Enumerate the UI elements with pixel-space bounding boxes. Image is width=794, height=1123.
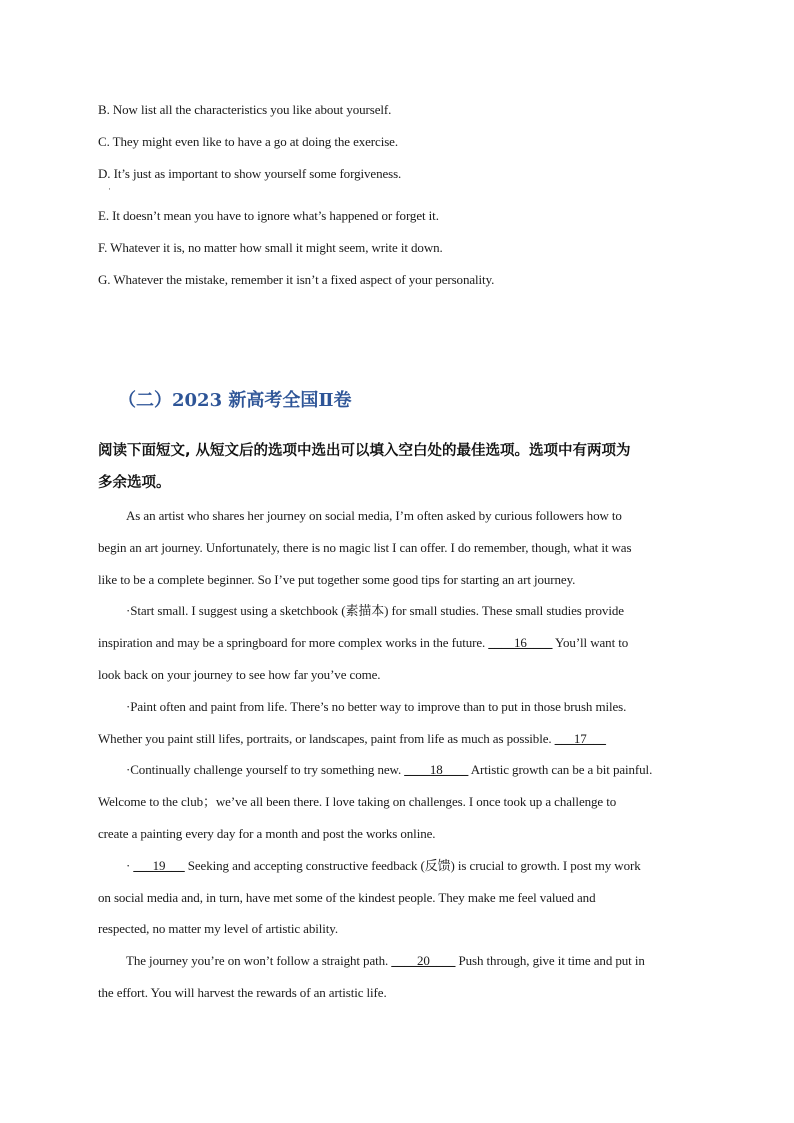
- option-g: G. Whatever the mistake, remember it isn’t a fixed aspect of your personality.: [98, 272, 495, 287]
- p6-line-1-pre: The journey you’re on won’t follow a straight path.: [126, 953, 392, 968]
- blank-19: ___19___: [133, 858, 185, 873]
- p3-line-2: [98, 731, 606, 747]
- section-heading: （二）2023 新高考全国Ⅱ卷: [118, 390, 352, 411]
- option-d: D. It’s just as important to show yourself some forgiveness.: [98, 166, 402, 181]
- p6-line-1: [126, 953, 645, 969]
- p5-line-1-post: Seeking and accepting constructive feedback (反馈) is crucial to growth. I post my work: [184, 858, 641, 873]
- blank-16: ____16____: [488, 635, 553, 650]
- instruction-line-2: 多余选项。: [98, 475, 171, 491]
- blank-17: ___17___: [554, 731, 606, 746]
- option-d-mark: ·: [108, 184, 111, 194]
- p2-line-2-pre: inspiration and may be a springboard for more complex works in the future.: [98, 635, 489, 650]
- p1-line-1: As an artist who shares her journey on social media, I’m often asked by curious followers how to: [126, 508, 622, 523]
- p4-line-2: Welcome to the club；we’ve all been there. I love taking on challenges. I once took up a challenge to: [98, 794, 617, 809]
- option-f: F. Whatever it is, no matter how small it might seem, write it down.: [98, 240, 443, 255]
- p2-line-2-post: You’ll want to: [552, 635, 629, 650]
- blank-18: ____18____: [404, 762, 469, 777]
- p6-line-2: the effort. You will harvest the rewards of an artistic life.: [98, 985, 387, 1000]
- blank-20: ____20____: [391, 953, 456, 968]
- p5-line-3: respected, no matter my level of artistic ability.: [98, 921, 338, 936]
- p5-line-1-pre: ·: [126, 858, 134, 873]
- p1-line-2: begin an art journey. Unfortunately, there is no magic list I can offer. I do remember, though, what it was: [98, 540, 632, 555]
- p3-line-1: ·Paint often and paint from life. There’s no better way to improve than to put in those brush miles.: [126, 699, 627, 714]
- p4-line-1-pre: ·Continually challenge yourself to try something new.: [126, 762, 405, 777]
- p2-line-3: look back on your journey to see how far you’ve come.: [98, 667, 381, 682]
- p5-line-1: [126, 858, 641, 874]
- p6-line-1-post: Push through, give it time and put in: [455, 953, 645, 968]
- p4-line-1: [126, 762, 652, 778]
- instruction-line-1: 阅读下面短文, 从短文后的选项中选出可以填入空白处的最佳选项。选项中有两项为: [98, 443, 631, 459]
- p2-line-2: [98, 635, 628, 651]
- p1-line-3: like to be a complete beginner. So I’ve put together some good tips for starting an art journey.: [98, 572, 576, 587]
- p5-line-2: on social media and, in turn, have met some of the kindest people. They make me feel valued and: [98, 890, 596, 905]
- p3-line-2-pre: Whether you paint still lifes, portraits, or landscapes, paint from life as much as possible.: [98, 731, 555, 746]
- p4-line-3: create a painting every day for a month and post the works online.: [98, 826, 436, 841]
- option-e: E. It doesn’t mean you have to ignore what’s happened or forget it.: [98, 208, 439, 223]
- option-c: C. They might even like to have a go at doing the exercise.: [98, 134, 398, 149]
- p2-line-1: ·Start small. I suggest using a sketchbook (素描本) for small studies. These small studies provide: [126, 603, 624, 618]
- p4-line-1-post: Artistic growth can be a bit painful.: [468, 762, 653, 777]
- option-b: B. Now list all the characteristics you like about yourself.: [98, 102, 392, 117]
